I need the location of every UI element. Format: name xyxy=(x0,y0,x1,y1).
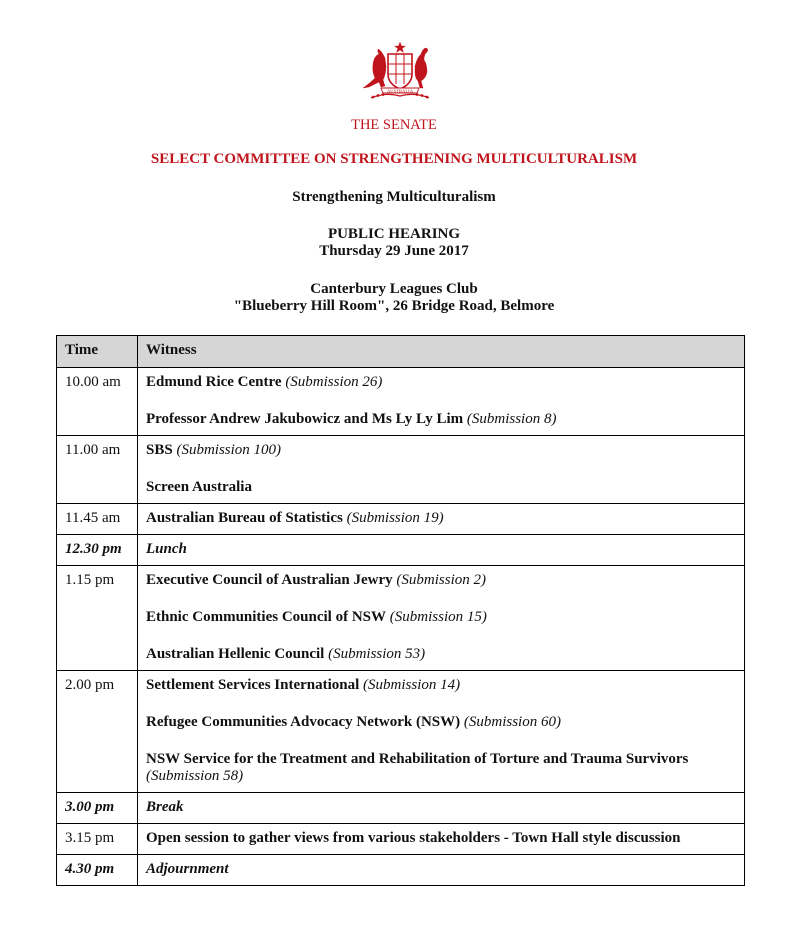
hearing-schedule-table xyxy=(56,335,745,886)
witness-cell xyxy=(138,566,745,671)
table-row xyxy=(57,504,745,535)
inquiry-title: Strengthening Multiculturalism xyxy=(292,189,496,205)
submission-ref: (Submission 60) xyxy=(460,714,561,730)
break-label: Break xyxy=(138,793,745,824)
submission-ref: (Submission 2) xyxy=(392,572,486,588)
table-row xyxy=(57,368,745,436)
time-cell: 11.00 am xyxy=(57,436,138,504)
submission-ref: (Submission 15) xyxy=(386,609,487,625)
witness-name: Ethnic Communities Council of NSW xyxy=(146,609,387,625)
witness-entry xyxy=(146,479,736,496)
table-row xyxy=(57,824,745,855)
submission-ref: (Submission 58) xyxy=(146,768,244,784)
submission-ref: (Submission 19) xyxy=(342,510,444,526)
time-cell: 4.30 pm xyxy=(57,855,138,886)
table-row-break xyxy=(57,535,745,566)
witness-name: Refugee Communities Advocacy Network (NSW) xyxy=(146,714,461,730)
witness-entry xyxy=(146,751,736,785)
time-cell: 10.00 am xyxy=(57,368,138,436)
witness-column-header: Witness xyxy=(138,336,745,368)
witness-name: Executive Council of Australian Jewry xyxy=(146,572,393,588)
senate-heading: THE SENATE xyxy=(351,117,437,133)
witness-name: Australian Hellenic Council xyxy=(146,646,325,662)
time-cell: 11.45 am xyxy=(57,504,138,535)
table-row xyxy=(57,566,745,671)
table-row-break xyxy=(57,855,745,886)
witness-cell xyxy=(138,824,745,855)
witness-entry xyxy=(146,572,736,589)
time-cell: 3.00 pm xyxy=(57,793,138,824)
crest-label: AUSTRALIA xyxy=(386,88,414,94)
witness-entry xyxy=(146,411,736,428)
submission-ref: (Submission 26) xyxy=(281,374,383,390)
table-header-row xyxy=(57,336,745,368)
table-row xyxy=(57,671,745,793)
time-cell: 3.15 pm xyxy=(57,824,138,855)
witness-cell xyxy=(138,504,745,535)
table-row-break xyxy=(57,793,745,824)
witness-entry xyxy=(146,646,736,663)
witness-entry xyxy=(146,510,736,527)
witness-name: Professor Andrew Jakubowicz and Ms Ly Ly Lim xyxy=(146,411,464,427)
break-label: Lunch xyxy=(138,535,745,566)
submission-ref: (Submission 14) xyxy=(359,677,461,693)
committee-title: SELECT COMMITTEE ON STRENGTHENING MULTICULTURALISM xyxy=(150,151,638,167)
submission-ref: (Submission 8) xyxy=(463,411,557,427)
submission-ref: (Submission 53) xyxy=(324,646,426,662)
submission-ref: (Submission 100) xyxy=(172,442,282,458)
witness-name: Open session to gather views from various stakeholders - Town Hall style discussion xyxy=(146,830,681,846)
coat-of-arms-icon xyxy=(355,40,445,110)
time-column-header: Time xyxy=(57,336,138,368)
witness-cell xyxy=(138,368,745,436)
venue-room: "Blueberry Hill Room", 26 Bridge Road, Belmore xyxy=(233,298,555,314)
venue-name: Canterbury Leagues Club xyxy=(310,281,478,297)
witness-entry xyxy=(146,442,736,459)
time-cell: 1.15 pm xyxy=(57,566,138,671)
hearing-date: Thursday 29 June 2017 xyxy=(319,243,469,259)
table-row xyxy=(57,436,745,504)
witness-cell xyxy=(138,671,745,793)
witness-entry xyxy=(146,677,736,694)
witness-entry xyxy=(146,714,736,731)
time-cell: 2.00 pm xyxy=(57,671,138,793)
witness-name: NSW Service for the Treatment and Rehabilitation of Torture and Trauma Survivors xyxy=(146,751,689,767)
witness-name: Screen Australia xyxy=(146,479,252,495)
witness-name: Edmund Rice Centre xyxy=(146,374,282,390)
witness-entry xyxy=(146,374,736,391)
witness-cell xyxy=(138,436,745,504)
break-label: Adjournment xyxy=(138,855,745,886)
witness-entry xyxy=(146,609,736,626)
witness-name: SBS xyxy=(146,442,173,458)
time-cell: 12.30 pm xyxy=(57,535,138,566)
hearing-type: PUBLIC HEARING xyxy=(327,226,461,242)
witness-name: Settlement Services International xyxy=(146,677,360,693)
witness-entry xyxy=(146,830,736,847)
witness-name: Australian Bureau of Statistics xyxy=(146,510,343,526)
